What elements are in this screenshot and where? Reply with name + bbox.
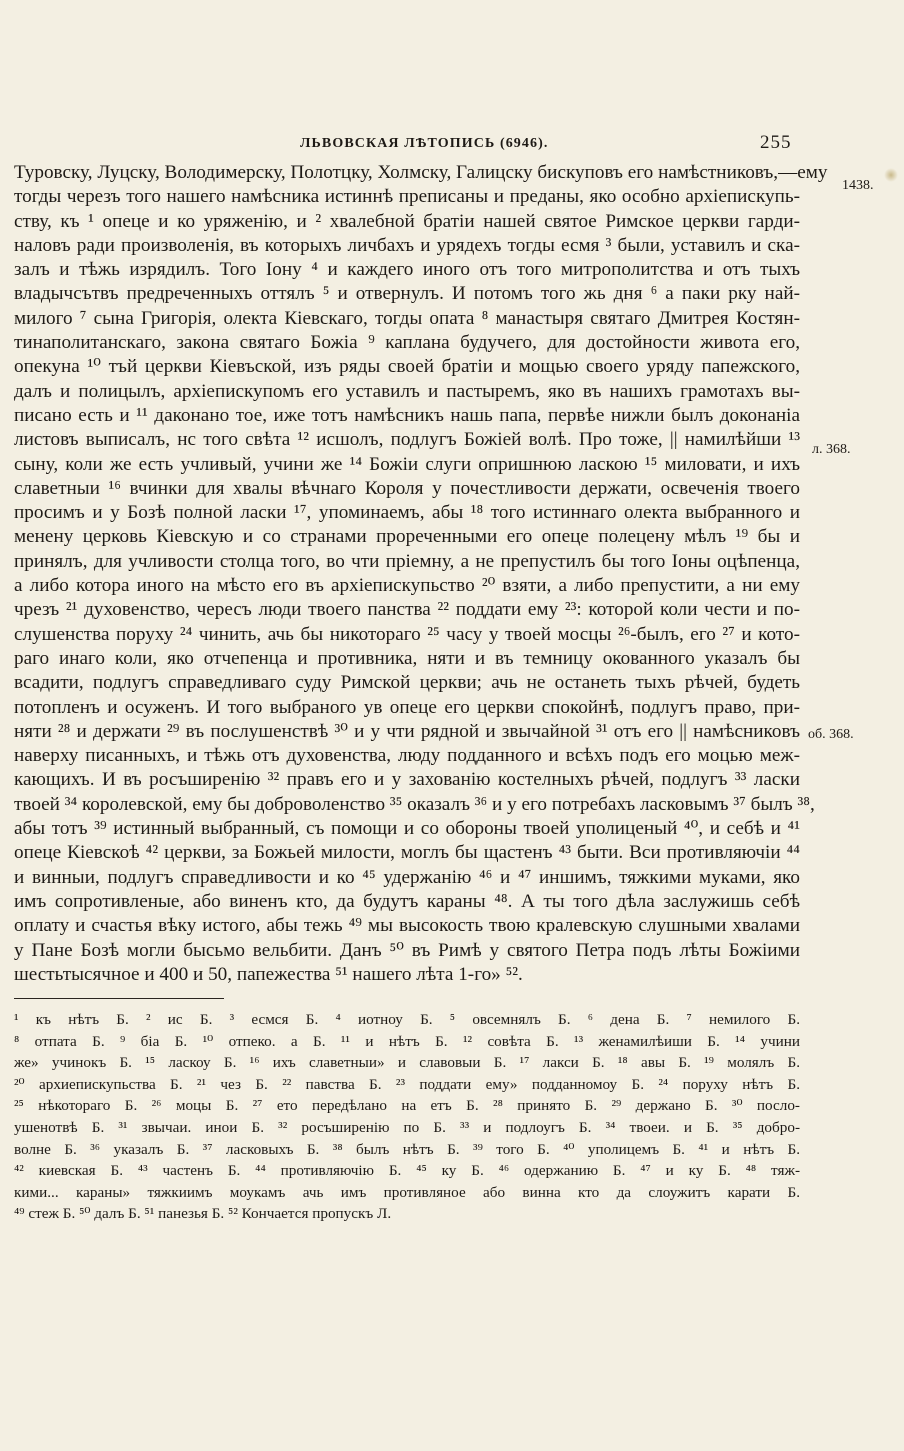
- text-line: опеце Кіевскоѣ ⁴² церкви, за Божьей милости, моглъ бы щастенъ ⁴³ быти. Вси противляючіи ⁴⁴: [14, 842, 800, 864]
- text-line: просимъ и у Бозѣ полной ласки ¹⁷, упоминаемъ, абы ¹⁸ того истиннаго олекта выбранного и: [14, 502, 800, 524]
- margin-year: 1438.: [842, 178, 874, 193]
- text-line: принялъ, для учливости столца того, во чти пріемну, а не препустилъ бы того Іоны оцѣпенца,: [14, 550, 800, 572]
- running-title: ЛЬВОВСКАЯ ЛѢТОПИСЬ (6946).: [300, 136, 549, 151]
- text-line: а либо котора иного на мѣсто его въ архіепискупьство ²⁰ взяти, а либо препустити, а ни ему: [14, 575, 800, 597]
- footnote-line: ⁴² киевская Б. ⁴³ частенъ Б. ⁴⁴ противляючію Б. ⁴⁵ ку Б. ⁴⁶ одержанию Б. ⁴⁷ и ку Б. ⁴⁸ тяж-: [14, 1162, 800, 1180]
- margin-folio-verso: об. 368.: [808, 727, 854, 742]
- text-line: далъ и полицылъ, архіепискупомъ его уставилъ и пастыремъ, яко въ нашихъ грамотахъ вы-: [14, 380, 800, 402]
- text-line: оплату и счастья вѣку истого, абы тежь ⁴⁹ мы высокость твою кралевскую слушными хвалами: [14, 915, 800, 937]
- text-line: имъ сопротивленые, або виненъ кто, да будутъ караны ⁴⁸. А ты того дѣла заслужишь себѣ: [14, 890, 800, 912]
- text-line: тинаполитанскаго, закона святаго Божіа ⁹ каплана будучего, для достойности живота его,: [14, 332, 800, 354]
- text-line: и винныи, подлугъ справедливости и ко ⁴⁵ удержанію ⁴⁶ и ⁴⁷ иншимъ, тяжкими муками, яко: [14, 866, 800, 888]
- footnote-line: ушенотвѣ Б. ³¹ звычаи. инои Б. ³² росъширенію по Б. ³³ и подлоугъ Б. ³⁴ твоеи. и Б. ³⁵ добро-: [14, 1118, 800, 1136]
- text-line: листовъ выписалъ, нс того свѣта ¹² исшолъ, подлугъ Божіей волѣ. Про тоже, || намилѣйши ¹³: [14, 429, 800, 451]
- text-line: няти ²⁸ и держати ²⁹ въ послушенствѣ ³⁰ и у чти рядной и звычайной ³¹ отъ его || намѣсниковъ: [14, 720, 800, 742]
- text-line: залъ и тѣжь изрядилъ. Того Іону ⁴ и каждего иного отъ того митрополитства и отъ тыхъ: [14, 259, 800, 281]
- text-line: абы тотъ ³⁹ истинный выбранный, съ помощи и со обороны твоей уполиценый ⁴⁰, и себѣ и ⁴¹: [14, 818, 800, 840]
- footnote-line: ²⁰ архиепискупьства Б. ²¹ чез Б. ²² павства Б. ²³ поддати ему» подданномоу Б. ²⁴ поруху нѣтъ Б.: [14, 1075, 800, 1093]
- footnote-rule: [14, 998, 224, 999]
- footnotes: [14, 1009, 800, 1225]
- text-line: у Пане Бозѣ могли бысьмо вельбити. Данъ ⁵⁰ въ Римѣ у святого Петра подъ лѣты Божіими: [14, 939, 800, 961]
- text-line: Туровску, Луцску, Володимерску, Полотцку, Холмску, Галицску бискуповъ его намѣстниковъ,—ему: [14, 162, 828, 183]
- text-line: слушенства поруху ²⁴ чинить, ачь бы никотораго ²⁵ часу у твоей мосцы ²⁶-былъ, его ²⁷ и кото-: [14, 623, 800, 645]
- text-line: всадити, подлугъ справедливаго суду Римской церкви; ачь не останеть тыхъ рѣчей, будеть: [14, 672, 800, 694]
- text-line: наловъ ради произволенія, въ которыхъ личбахъ и урядехъ тогды есмя ³ были, уставилъ и ска-: [14, 234, 800, 256]
- text-line: тогды черезъ того нашего намѣсника истиннѣ преписаны и преданы, яко особно архіепискупь-: [14, 186, 800, 208]
- page-header: [0, 132, 904, 162]
- margin-folio: л. 368.: [812, 442, 851, 457]
- text-line: опекуна ¹⁰ тъй церкви Кіевъской, изъ ряды своей братіи и мощью своего уряду папежского,: [14, 356, 800, 378]
- text-line: чрезъ ²¹ духовенство, чересъ люди твоего панства ²² поддати ему ²³: которой коли чести и по-: [14, 599, 800, 621]
- footnote-line: ¹ къ нѣтъ Б. ² ис Б. ³ есмся Б. ⁴ иотноу Б. ⁵ овсемнялъ Б. ⁶ дена Б. ⁷ немилого Б.: [14, 1011, 800, 1028]
- text-line: писано есть и ¹¹ даконано тое, иже тотъ намѣсникъ нашь папа, первѣе нижли былъ доконаніа: [14, 404, 800, 426]
- text-line: потопленъ и осуженъ. И того выбраного ув опеце его церкви спокойнѣ, подлугъ право, при-: [14, 696, 800, 718]
- text-line: милого ⁷ сына Григорія, олекта Кіевскаго, тогды опата ⁸ манастыря святаго Дмитрея Костян-: [14, 307, 800, 329]
- text-line: менену церковь Кіевскую и со странами прореченными его опеце полецену мѣлъ ¹⁹ бы и: [14, 526, 800, 548]
- footnote-line: кими... караны» тяжкиимъ моукамъ ачь имъ противляное або винна кто да слоужитъ карати Б.: [14, 1183, 800, 1201]
- text-line: раго инаго коли, яко отчепенца и противника, няти и въ темницу окованного указалъ бы: [14, 647, 800, 669]
- text-line: ству, къ ¹ опеце и ко уряженію, и ² хвалебной братіи нашей святое Римское церкви гарди-: [14, 210, 800, 232]
- main-text: [14, 161, 828, 987]
- paper-stain: [884, 168, 898, 182]
- text-line: славетныи ¹⁶ вчинки для хвалы вѣчнаго Короля у почестливости держати, освеченія твоего: [14, 477, 800, 499]
- text-line: владычсътвъ предреченныхъ оттялъ ⁵ и отвернулъ. И потомъ того жь дня ⁶ а паки рку най-: [14, 283, 800, 305]
- text-line: сыну, коли же есть учливый, учини же ¹⁴ Божіи слуги опришнюю ласкою ¹⁵ миловати, и ихъ: [14, 453, 800, 475]
- text-line: кающихъ. И въ росъширенію ³² правъ его и у захованію костелныхъ рѣчей, подлугъ ³³ ласки: [14, 769, 800, 791]
- text-line: шестьтысячное и 400 и 50, папежества ⁵¹ нашего лѣта 1-го» ⁵².: [14, 963, 523, 985]
- footnote-line: же» учинокъ Б. ¹⁵ ласкоу Б. ¹⁶ ихъ славетныи» и славовыи Б. ¹⁷ лакси Б. ¹⁸ авы Б. ¹⁹ молялъ Б.: [14, 1054, 800, 1072]
- text-line: твоей ³⁴ королевской, ему бы доброволенство ³⁵ оказалъ ³⁶ и у его потребахъ ласковымъ ³⁷ былъ ³⁸,: [14, 793, 815, 815]
- footnote-line: ⁸ отпата Б. ⁹ біа Б. ¹⁰ отпеко. а Б. ¹¹ и нѣтъ Б. ¹² совѣта Б. ¹³ женамилѣиши Б. ¹⁴ учини: [14, 1032, 800, 1050]
- footnote-line: ⁴⁹ стеж Б. ⁵⁰ далъ Б. ⁵¹ панезья Б. ⁵² Кончается пропускъ Л.: [14, 1205, 392, 1223]
- text-line: наверху писанныхъ, и тѣжь отъ духовенства, люду подданного и всѣхъ подъ его моцью меж-: [14, 745, 800, 767]
- footnote-line: волне Б. ³⁶ указалъ Б. ³⁷ ласковыхъ Б. ³⁸ былъ нѣтъ Б. ³⁹ того Б. ⁴⁰ уполицемъ Б. ⁴¹ и нѣтъ Б.: [14, 1140, 800, 1158]
- footnote-line: ²⁵ нѣкотораго Б. ²⁶ моцы Б. ²⁷ ето передѣлано на етъ Б. ²⁸ принято Б. ²⁹ держано Б. ³⁰ посло-: [14, 1097, 800, 1115]
- page-number: 255: [760, 132, 792, 153]
